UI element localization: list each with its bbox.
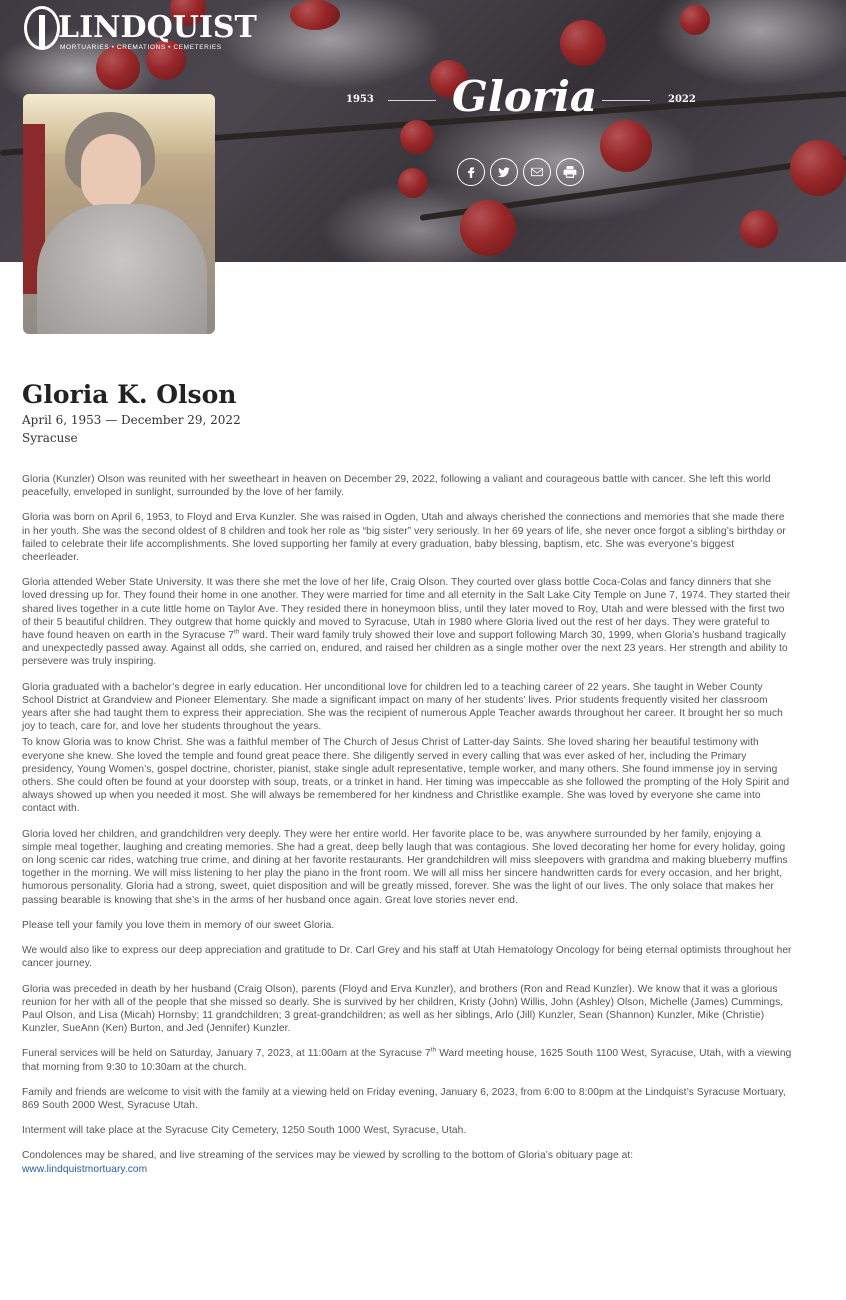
share-facebook-button[interactable]	[457, 158, 485, 186]
obituary-paragraph: Family and friends are welcome to visit with the family at a viewing held on Friday evening, January 6, 2023, from 6:00 to 8:00pm at the Lindquist’s Syracuse Mortuary, 869 South 2000 West, Syracuse Utah.	[22, 1086, 786, 1111]
obituary-paragraph: Please tell your family you love them in memory of our sweet Gloria.	[22, 919, 335, 931]
divider-line	[602, 100, 650, 101]
share-twitter-button[interactable]	[490, 158, 518, 186]
obituary-paragraph: Condolences may be shared, and live streaming of the services may be viewed by scrolling to the bottom of Gloria’s obituary page at: www.lindquistmortuary.com	[22, 1150, 634, 1175]
death-year: 2022	[668, 94, 696, 105]
obituary-paragraph: Gloria (Kunzler) Olson was reunited with her sweetheart in heaven on December 29, 2022, following a valiant and courageous battle with cancer. She left this world peacefully, enveloped in sunlight, surrounded by the love of her family.	[22, 474, 771, 499]
brand-logo[interactable]	[24, 6, 257, 54]
divider-line	[388, 100, 436, 101]
person-full-name: Gloria K. Olson	[22, 380, 237, 409]
brand-tagline: MORTUARIES • CREMATIONS • CEMETERIES	[60, 44, 222, 51]
obituary-paragraph: Gloria was preceded in death by her husband (Craig Olson), parents (Floyd and Erva Kunzler), and brothers (Ron and Read Kunzler). We know that it was a glorious reunion for her with all of the people that she missed so dearly. She is survived by her children, Kristy (John) Willis, John (Ashley) Olson, Michelle (James) Cummings, Paul Olson, and Lisa (Micah) Hornsby; 11 grandchildren; 3 great-grandchildren; as well as her siblings, Arlo (Jill) Kunzler, Sean (Shannon) Kunzler, Mike (Christie) Kunzler, SueAnn (Ken) Burton, and Jed (Jennifer) Kunzler.	[22, 983, 784, 1035]
obituary-paragraph: Gloria graduated with a bachelor’s degree in early education. Her unconditional love for children led to a teaching career of 22 years. She taught in Weber County School District at Grandview and Pioneer Elementary. She made a significant impact on many of her students’ lives. Prior students frequently visited her classroom years after she had taught them to express their appreciation. She was the recipient of numerous Apple Teacher awards throughout her career. It brought her so much joy to teach, care for, and love her students throughout the years.	[22, 681, 783, 733]
facebook-icon	[464, 165, 478, 179]
obituary-paragraph: Funeral services will be held on Saturday, January 7, 2023, at 11:00am at the Syracuse 7th Ward meeting house, 1625 South 1100 West, Syracuse, Utah, with a viewing that morning from 9:30 to 10:30am at the church.	[22, 1046, 792, 1073]
email-icon	[530, 165, 544, 179]
life-years	[340, 72, 710, 128]
mortuary-website-link[interactable]: www.lindquistmortuary.com	[22, 1163, 148, 1175]
portrait-photo	[23, 94, 215, 334]
obituary-paragraph: Gloria attended Weber State University. It was there she met the love of her life, Craig Olson. They courted over glass bottle Coca-Colas and fancy dinners that she loved dressing up for. They found their home in one another. They were married for time and all eternity in the Salt Lake City Temple on June 7, 1974. They started their shared lives together in a cute little home on Taylor Ave. They resided there in honeymoon bliss, until they later moved to Roy, Utah and were blessed with the first two of their 5 beautiful children. They outgrew that home quickly and moved to Syracuse, Utah in 1980 where Gloria lived out the rest of her days. They were grateful to have found heaven on earth in the Syracuse 7th ward. Their ward family truly showed their love and support following March 30, 1999, when Gloria’s husband tragically and unexpectedly passed away. Against all odds, she carried on, endured, and raised her children as a single mother over the next 23 years. Her strength and ability to persevere was truly inspiring.	[22, 577, 791, 668]
obituary-paragraph: Interment will take place at the Syracuse City Cemetery, 1250 South 1000 West, Syracuse, Utah.	[22, 1125, 467, 1137]
share-email-button[interactable]	[523, 158, 551, 186]
obituary-paragraph: To know Gloria was to know Christ. She was a faithful member of The Church of Jesus Christ of Latter-day Saints. She loved sharing her beautiful testimony with everyone she knew. She loved the temple and found great peace there. She diligently served in every calling that was ever asked of her, including the Primary presidency, Young Women’s, gospel doctrine, chorister, pianist, stake single adult representative, temple worker, and many others. She found immense joy in serving others. She could often be found at your doorstep with soup, treats, or a trinket in hand. Her timing was impeccable as she followed the prompting of the Holy Spirit and always showed up when you needed it most. She will always be remembered for her kindness and Christlike example. She was loved by everyone she came into contact with.	[22, 737, 790, 815]
life-dates: April 6, 1953 — December 29, 2022	[22, 413, 241, 427]
print-icon	[563, 165, 577, 179]
obituary-text	[22, 473, 792, 1188]
brand-name: LINDQUIST	[58, 10, 257, 45]
obituary-paragraph: Gloria loved her children, and grandchildren very deeply. They were her entire world. Her favorite place to be, was anywhere surrounded by her family, enjoying a simple meal together, laughing and creating memories. She had a great, deep belly laugh that was contagious. She loved decorating her home for every holiday, going on long scenic car rides, watching true crime, and dining at her favorite restaurants. Her grandchildren will miss sleepovers with grandma and making blueberry muffins together in the morning. We will miss listening to her play the piano in the front room. We will all miss her sincere handwritten cards for every occasion, and her bright, humorous personality. Gloria had a strong, sweet, quiet disposition and will be greatly missed, forever. She was the light of our lives. The only solace that makes her passing bearable is knowing that she’s in the arms of her husband once again. Great love stories never end.	[22, 828, 788, 906]
location: Syracuse	[22, 431, 78, 445]
logo-mark-icon	[24, 6, 60, 50]
print-button[interactable]	[556, 158, 584, 186]
hero-first-name: Gloria	[452, 72, 598, 121]
twitter-icon	[497, 165, 511, 179]
share-buttons	[457, 158, 584, 186]
obituary-paragraph: We would also like to express our deep appreciation and gratitude to Dr. Carl Grey and his staff at Utah Hematology Oncology for being eternal optimists throughout her cancer journey.	[22, 945, 792, 970]
obituary-paragraph: Gloria was born on April 6, 1953, to Floyd and Erva Kunzler. She was raised in Ogden, Utah and always cherished the connections and memories that she made there in her youth. She was the second oldest of 8 children and took her role as “big sister” very seriously. In her 69 years of life, she never once forgot a sibling’s birthday or failed to celebrate their life accomplishments. She loved supporting her family at every graduation, baby blessing, baptism, etc. She was everyone’s biggest cheerleader.	[22, 512, 786, 564]
birth-year: 1953	[346, 94, 374, 105]
